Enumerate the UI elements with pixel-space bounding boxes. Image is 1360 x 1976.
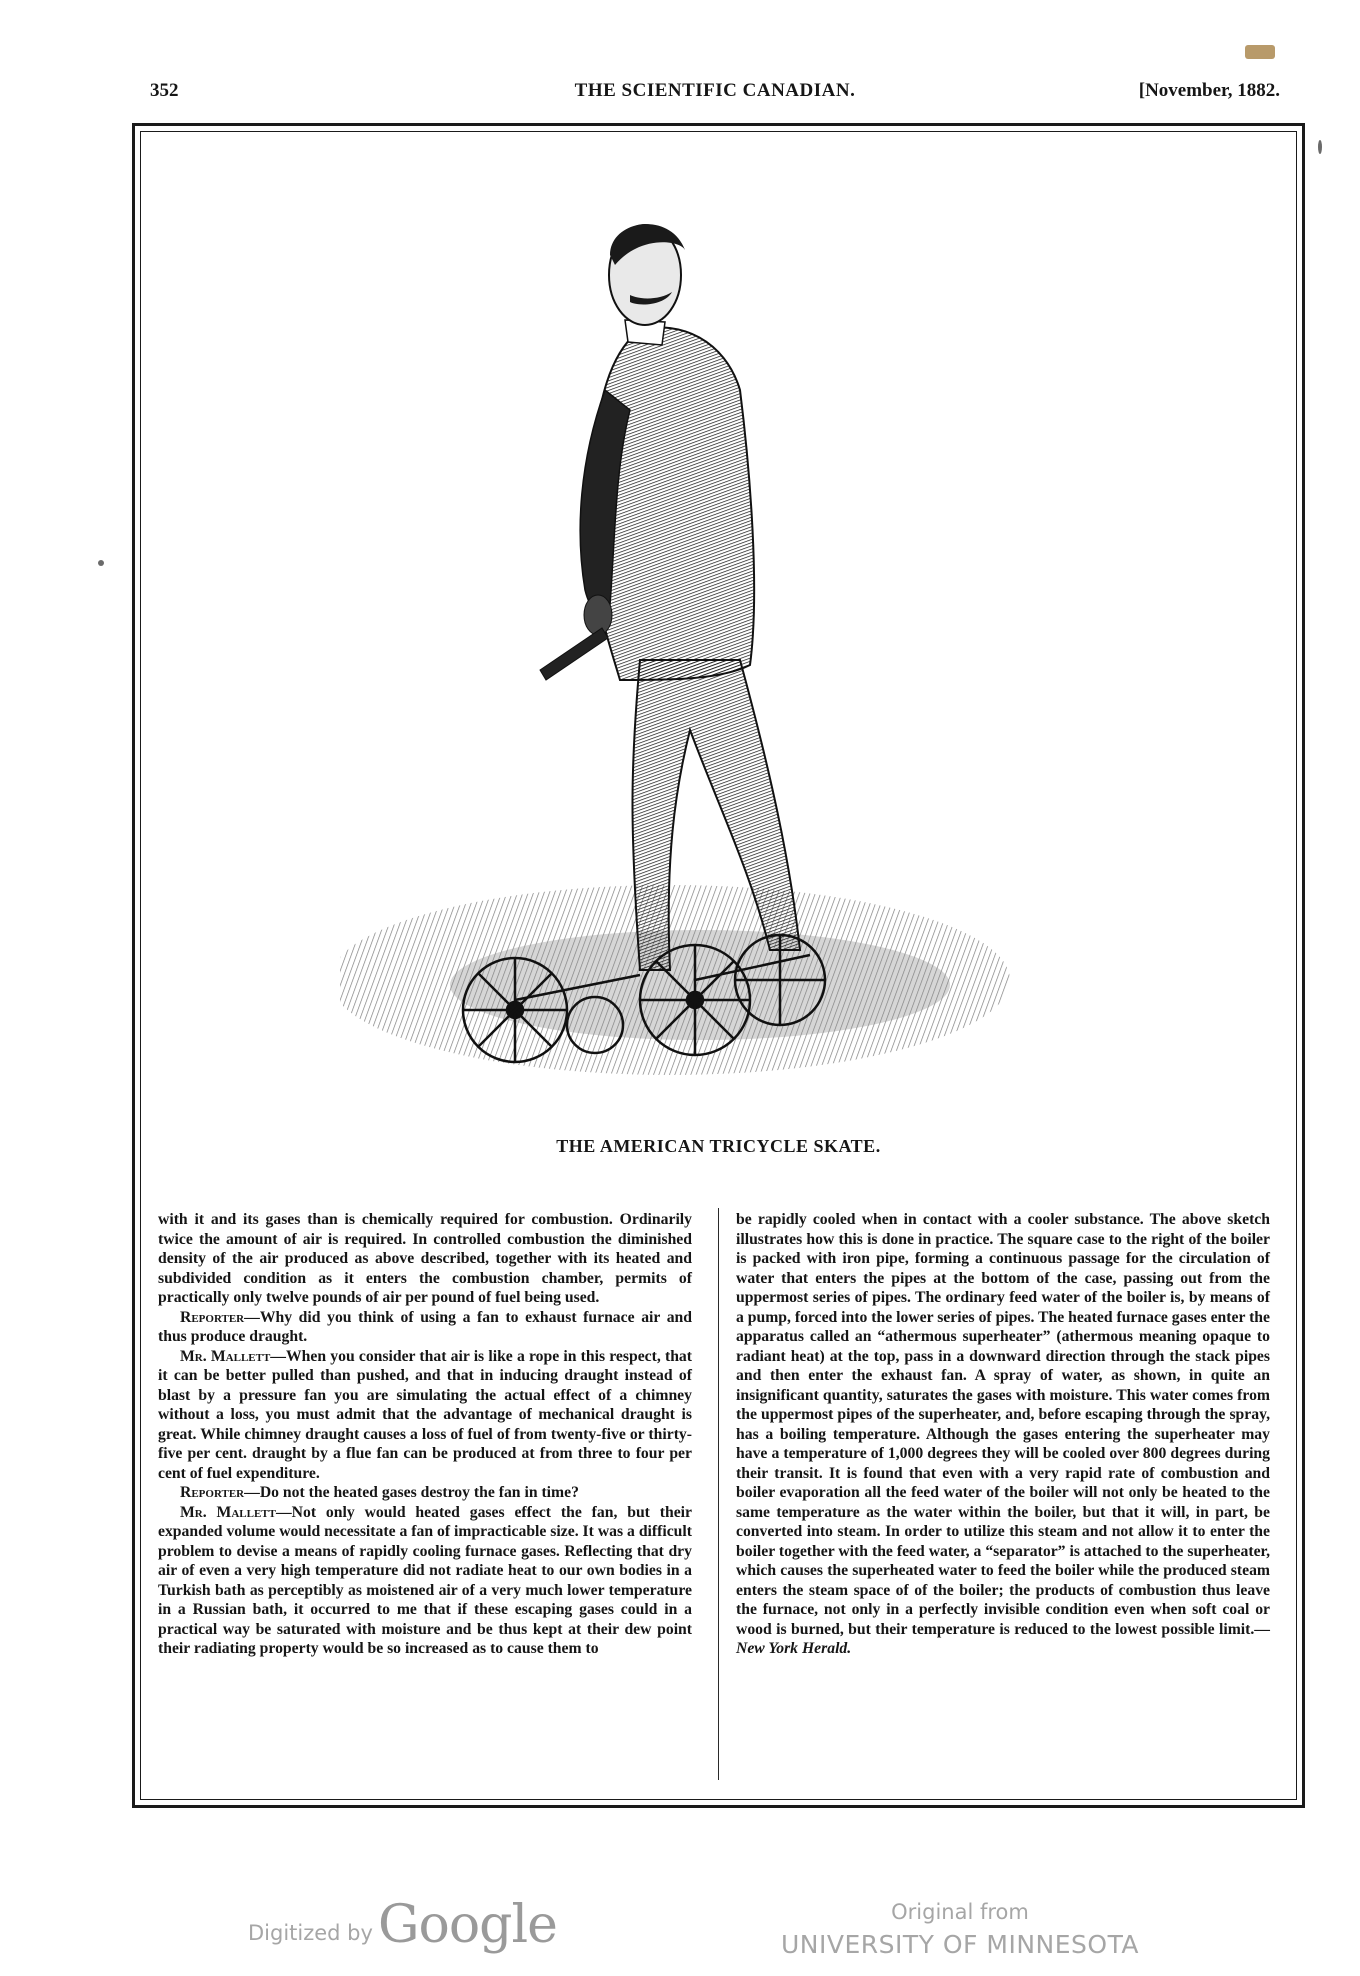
article-right-column [736, 1210, 1270, 1659]
google-logo: Google [378, 1895, 557, 1955]
paragraph-text: —When you consider that air is like a rope in this respect, that it can be better pulled than pushed, and that in inducing draught instead of blast by a pressure fan you are simulating the actual effect of a chimney without a loss, you must admit that the advantage of mechanical draught is great. While chimney draught causes a loss of fuel of from twenty-five or thirty-five per cent. draught by a flue fan can be produced at from three to four per cent of fuel expenditure. [158, 1347, 692, 1482]
article-paragraph [158, 1308, 692, 1347]
page-number: 352 [150, 80, 179, 101]
scan-speck [1318, 140, 1322, 154]
speaker-name: Reporter [180, 1484, 245, 1501]
paragraph-text: —Why did you think of using a fan to exhaust furnace air and thus produce draught. [158, 1308, 692, 1345]
article-left-column [158, 1210, 692, 1659]
scan-speck [98, 560, 104, 566]
speaker-name: Mr. Mallett [180, 1347, 271, 1365]
tricycle-skate-engraving [340, 210, 1100, 1110]
article-paragraph-right [736, 1210, 1270, 1659]
figure-caption: THE AMERICAN TRICYCLE SKATE. [556, 1136, 881, 1156]
paragraph-text: —Do not the heated gases destroy the fan in time? [244, 1484, 579, 1501]
speaker-name: Mr. Mallett [180, 1503, 276, 1521]
article-paragraph [158, 1483, 692, 1503]
original-source-watermark [760, 1900, 1160, 1959]
journal-title: THE SCIENTIFIC CANADIAN. [574, 80, 856, 101]
speaker-name: Reporter [180, 1308, 245, 1326]
article-paragraph [158, 1503, 692, 1659]
digitized-by-watermark [248, 1895, 588, 1965]
paragraph-text: —Not only would heated gases effect the fan, but their expanded volume would necessitate a fan of impracticable size. It was a difficult problem to devise a means of rapidly cooling furnace gases. Reflecting that dry air of even a very high temperature did not radiate heat to our own bodies in a Turkish bath as perceptibly as moistened air of a very much lower temperature in a Russian bath, it occurred to me that if these escaping gases could in a practical way be saturated with moisture and be thus kept at their dew point their radiating property would be so increased as to cause them to [158, 1503, 693, 1657]
institution-name: UNIVERSITY OF MINNESOTA [781, 1930, 1139, 1959]
article-paragraph [158, 1347, 692, 1484]
column-divider [718, 1208, 719, 1780]
article-paragraph [158, 1210, 692, 1308]
right-column-text: be rapidly cooled when in contact with a cooler substance. The above sketch illustrates how this is done in practice. The square case to the right of the boiler is packed with iron pipe, forming a continuous passage for the circulation of water that enters the pipes at the bottom of the case, passing out from the uppermost series of pipes. The ordinary feed water of the boiler is, by means of a pump, forced into the lower series of pipes. The heated furnace gases enter the apparatus called an “athermous superheater” (athermous meaning opaque to radiant heat) at the top, pass in a downward direction through the stack pipes and then enter the exhaust fan. A spray of water, as shown, in quite an insignificant quantity, saturates the gases with moisture. This water comes from the uppermost pipes of the superheater, and, before escaping through the spray, has a boiling temperature. Although the gases entering the superheater may have a temperature of 1,000 degrees they will be cooled over 800 degrees during their transit. It is found that even with a very rapid rate of combustion and boiler evaporation all the feed water of the boiler will not only be heated to the same temperature as the water within the boiler, but that it will, in part, be converted into steam. In order to utilize this steam and not allow it to enter the boiler together with the feed water, a “separator” is attached to the superheater, which causes the superheated water to feed the boiler while the produced steam enters the steam space of of the boiler; the products of combustion thus leave the furnace, not only in a perfectly invisible condition even when soft coal or wood is burned, but their temperature is reduced to the lowest possible limit.— [736, 1211, 1270, 1638]
digitized-by-label: Digitized by [248, 1921, 373, 1945]
scan-speck [1245, 45, 1275, 59]
source-citation: New York Herald. [736, 1640, 852, 1657]
page-header [150, 80, 1280, 110]
paragraph-text: with it and its gases than is chemically required for combustion. Ordinarily twice the amount of air is required. In controlled combustion the diminished density of the air produced as above described, together with its heated and subdivided condition as it enters the combustion chamber, permits of practically only twelve pounds of air per pound of fuel being used. [158, 1211, 692, 1306]
original-from-label: Original from [891, 1900, 1029, 1924]
issue-date: [November, 1882. [1138, 80, 1280, 101]
